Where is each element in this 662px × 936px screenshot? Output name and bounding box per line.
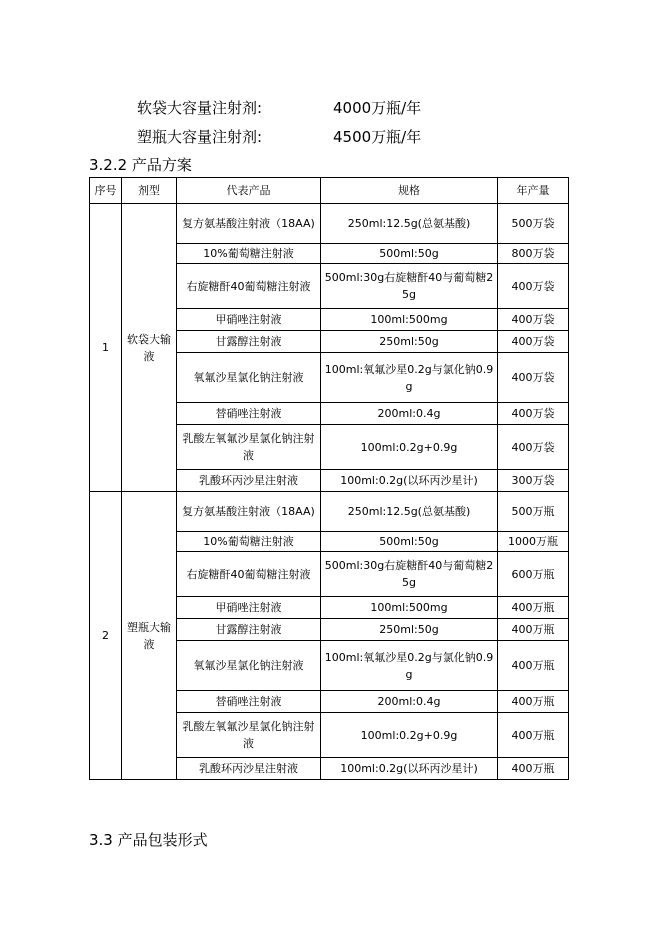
product-name-cell: 复方氨基酸注射液（18AA) (177, 492, 321, 532)
product-name-cell: 乳酸左氧氟沙星氯化钠注射液 (177, 713, 321, 758)
table-row (90, 204, 569, 244)
product-name-cell: 替硝唑注射液 (177, 691, 321, 713)
annual-output-cell: 300万袋 (498, 470, 569, 492)
capacity-line-plastic-bottle (137, 126, 422, 147)
spec-cell: 100ml:500mg (321, 309, 498, 331)
capacity-label: 塑瓶大容量注射剂: (137, 128, 263, 146)
header-cell-spec: 规格 (321, 178, 498, 204)
spec-cell: 100ml:0.2g(以环丙沙星计) (321, 758, 498, 780)
row-number-cell: 1 (90, 204, 122, 492)
product-name-cell: 氧氟沙星氯化钠注射液 (177, 641, 321, 691)
table-header-row (90, 178, 569, 204)
spec-cell: 100ml:0.2g+0.9g (321, 425, 498, 470)
product-name-cell: 乳酸环丙沙星注射液 (177, 470, 321, 492)
product-name-cell: 右旋糖酐40葡萄糖注射液 (177, 264, 321, 309)
product-name-cell: 右旋糖酐40葡萄糖注射液 (177, 552, 321, 597)
product-name-cell: 乳酸左氧氟沙星氯化钠注射液 (177, 425, 321, 470)
product-name-cell: 替硝唑注射液 (177, 403, 321, 425)
product-name-cell: 甲硝唑注射液 (177, 597, 321, 619)
annual-output-cell: 400万袋 (498, 264, 569, 309)
product-name-cell: 甲硝唑注射液 (177, 309, 321, 331)
spec-cell: 100ml:氧氟沙星0.2g与氯化钠0.9g (321, 353, 498, 403)
section-heading-packaging: 3.3 产品包装形式 (89, 831, 208, 849)
spec-cell: 100ml:0.2g+0.9g (321, 713, 498, 758)
spec-cell: 200ml:0.4g (321, 403, 498, 425)
annual-output-cell: 400万瓶 (498, 691, 569, 713)
annual-output-cell: 400万瓶 (498, 758, 569, 780)
spec-cell: 100ml:500mg (321, 597, 498, 619)
spec-cell: 200ml:0.4g (321, 691, 498, 713)
spec-cell: 500ml:50g (321, 244, 498, 264)
product-name-cell: 氧氟沙星氯化钠注射液 (177, 353, 321, 403)
capacity-label: 软袋大容量注射剂: (137, 99, 263, 117)
product-name-cell: 乳酸环丙沙星注射液 (177, 758, 321, 780)
annual-output-cell: 400万袋 (498, 403, 569, 425)
annual-output-cell: 400万瓶 (498, 641, 569, 691)
annual-output-cell: 400万瓶 (498, 619, 569, 641)
annual-output-cell: 400万袋 (498, 331, 569, 353)
product-name-cell: 10%葡萄糖注射液 (177, 244, 321, 264)
annual-output-cell: 400万瓶 (498, 713, 569, 758)
annual-output-cell: 400万袋 (498, 425, 569, 470)
section-heading-product-plan: 3.2.2 产品方案 (89, 156, 192, 174)
header-cell-output: 年产量 (498, 178, 569, 204)
annual-output-cell: 600万瓶 (498, 552, 569, 597)
spec-cell: 500ml:50g (321, 532, 498, 552)
spec-cell: 250ml:12.5g(总氨基酸) (321, 204, 498, 244)
spec-cell: 100ml:氧氟沙星0.2g与氯化钠0.9g (321, 641, 498, 691)
product-plan-table (89, 177, 569, 780)
capacity-value: 4000万瓶/年 (333, 99, 422, 117)
annual-output-cell: 800万袋 (498, 244, 569, 264)
annual-output-cell: 400万袋 (498, 353, 569, 403)
spec-cell: 100ml:0.2g(以环丙沙星计) (321, 470, 498, 492)
spec-cell: 500ml:30g右旋糖酐40与葡萄糖25g (321, 552, 498, 597)
spec-cell: 250ml:12.5g(总氨基酸) (321, 492, 498, 532)
spec-cell: 250ml:50g (321, 619, 498, 641)
dosage-form-cell: 塑瓶大输液 (122, 492, 177, 780)
product-name-cell: 10%葡萄糖注射液 (177, 532, 321, 552)
annual-output-cell: 400万袋 (498, 309, 569, 331)
spec-cell: 500ml:30g右旋糖酐40与葡萄糖25g (321, 264, 498, 309)
annual-output-cell: 500万瓶 (498, 492, 569, 532)
header-cell-product: 代表产品 (177, 178, 321, 204)
spec-cell: 250ml:50g (321, 331, 498, 353)
capacity-line-soft-bag (137, 97, 422, 118)
capacity-value: 4500万瓶/年 (333, 128, 422, 146)
header-cell-no: 序号 (90, 178, 122, 204)
table-body (90, 204, 569, 780)
annual-output-cell: 1000万瓶 (498, 532, 569, 552)
row-number-cell: 2 (90, 492, 122, 780)
table-row (90, 492, 569, 532)
product-name-cell: 甘露醇注射液 (177, 619, 321, 641)
dosage-form-cell: 软袋大输液 (122, 204, 177, 492)
annual-output-cell: 400万瓶 (498, 597, 569, 619)
header-cell-form: 剂型 (122, 178, 177, 204)
annual-output-cell: 500万袋 (498, 204, 569, 244)
product-name-cell: 复方氨基酸注射液（18AA) (177, 204, 321, 244)
product-name-cell: 甘露醇注射液 (177, 331, 321, 353)
